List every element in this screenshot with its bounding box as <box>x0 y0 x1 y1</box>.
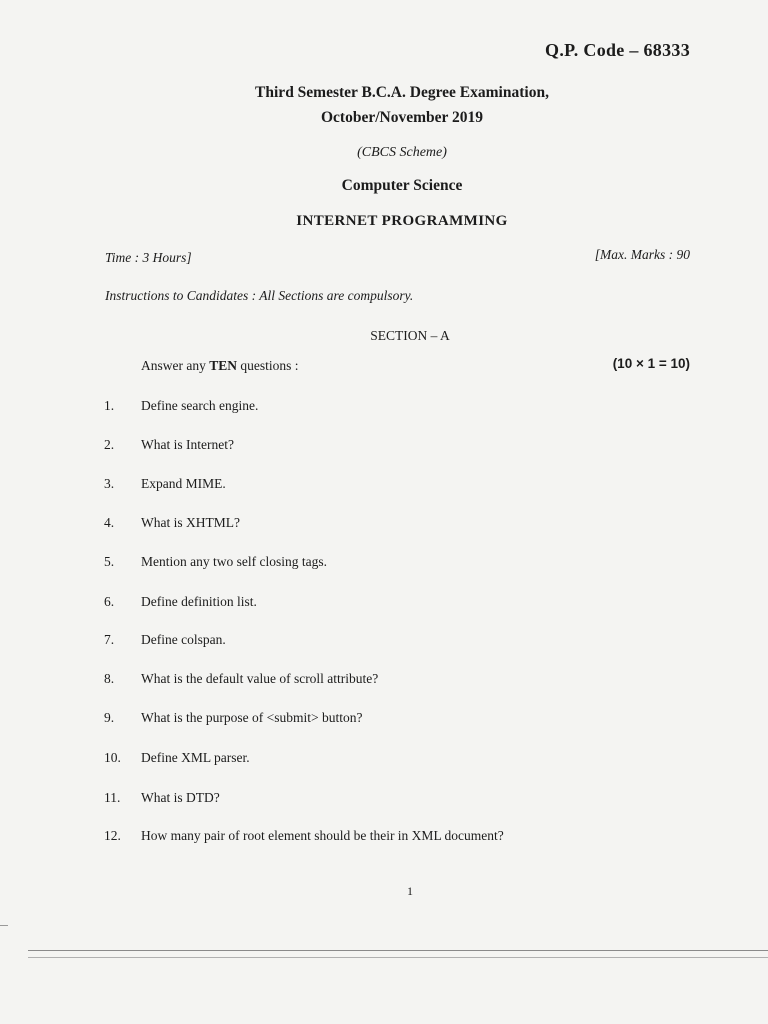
question-item <box>104 750 250 766</box>
question-number: 4. <box>104 515 115 530</box>
question-item <box>104 515 240 531</box>
question-text: Mention any two self closing tags. <box>141 554 327 569</box>
page-number: 1 <box>407 884 413 898</box>
answer-suffix: questions : <box>237 358 299 373</box>
footer-rule <box>28 950 768 951</box>
question-text: Expand MIME. <box>141 476 226 491</box>
scan-edge-mark <box>0 925 8 926</box>
question-text: What is DTD? <box>141 790 220 805</box>
question-number: 11. <box>104 790 121 805</box>
question-item <box>104 594 257 610</box>
answer-prefix: Answer any <box>141 358 210 373</box>
question-text: Define search engine. <box>141 398 259 413</box>
question-item <box>104 671 378 687</box>
question-number: 8. <box>104 671 115 686</box>
question-item <box>104 398 258 414</box>
question-text: What is XHTML? <box>141 515 240 530</box>
question-number: 9. <box>104 710 115 725</box>
question-item <box>104 437 234 453</box>
question-number: 2. <box>104 437 115 452</box>
question-text: How many pair of root element should be their in XML document? <box>141 828 504 843</box>
exam-paper-title: INTERNET PROGRAMMING <box>296 213 508 229</box>
exam-max-marks: [Max. Marks : 90 <box>594 247 690 262</box>
qp-code: Q.P. Code – 68333 <box>545 40 690 60</box>
exam-instructions: Instructions to Candidates : All Sections are compulsory. <box>105 288 414 303</box>
section-heading: SECTION – A <box>370 328 450 343</box>
exam-title-line2: October/November 2019 <box>321 109 483 126</box>
exam-time: Time : 3 Hours] <box>105 250 192 265</box>
question-text: Define colspan. <box>141 632 226 647</box>
exam-title-line1: Third Semester B.C.A. Degree Examination, <box>255 84 549 101</box>
question-item <box>104 710 362 726</box>
question-number: 10. <box>104 750 121 765</box>
question-text: What is the default value of scroll attribute? <box>141 671 379 686</box>
question-item <box>104 632 226 648</box>
question-text: What is the purpose of <submit> button? <box>141 710 363 725</box>
question-number: 3. <box>104 476 115 491</box>
question-text: What is Internet? <box>141 437 234 452</box>
question-number: 12. <box>104 828 121 843</box>
exam-subject: Computer Science <box>341 177 463 194</box>
footer-rule-secondary <box>28 957 768 958</box>
question-text: Define definition list. <box>141 594 257 609</box>
question-number: 7. <box>104 632 115 647</box>
question-item <box>104 554 327 570</box>
question-item <box>104 790 220 806</box>
answer-count: TEN <box>209 358 237 373</box>
marks-allotment: (10 × 1 = 10) <box>612 356 690 371</box>
exam-scheme: (CBCS Scheme) <box>357 145 447 160</box>
question-item <box>104 476 226 492</box>
question-number: 6. <box>104 594 115 609</box>
question-number: 1. <box>104 398 115 413</box>
question-number: 5. <box>104 554 115 569</box>
question-text: Define XML parser. <box>141 750 250 765</box>
question-item <box>104 828 504 844</box>
